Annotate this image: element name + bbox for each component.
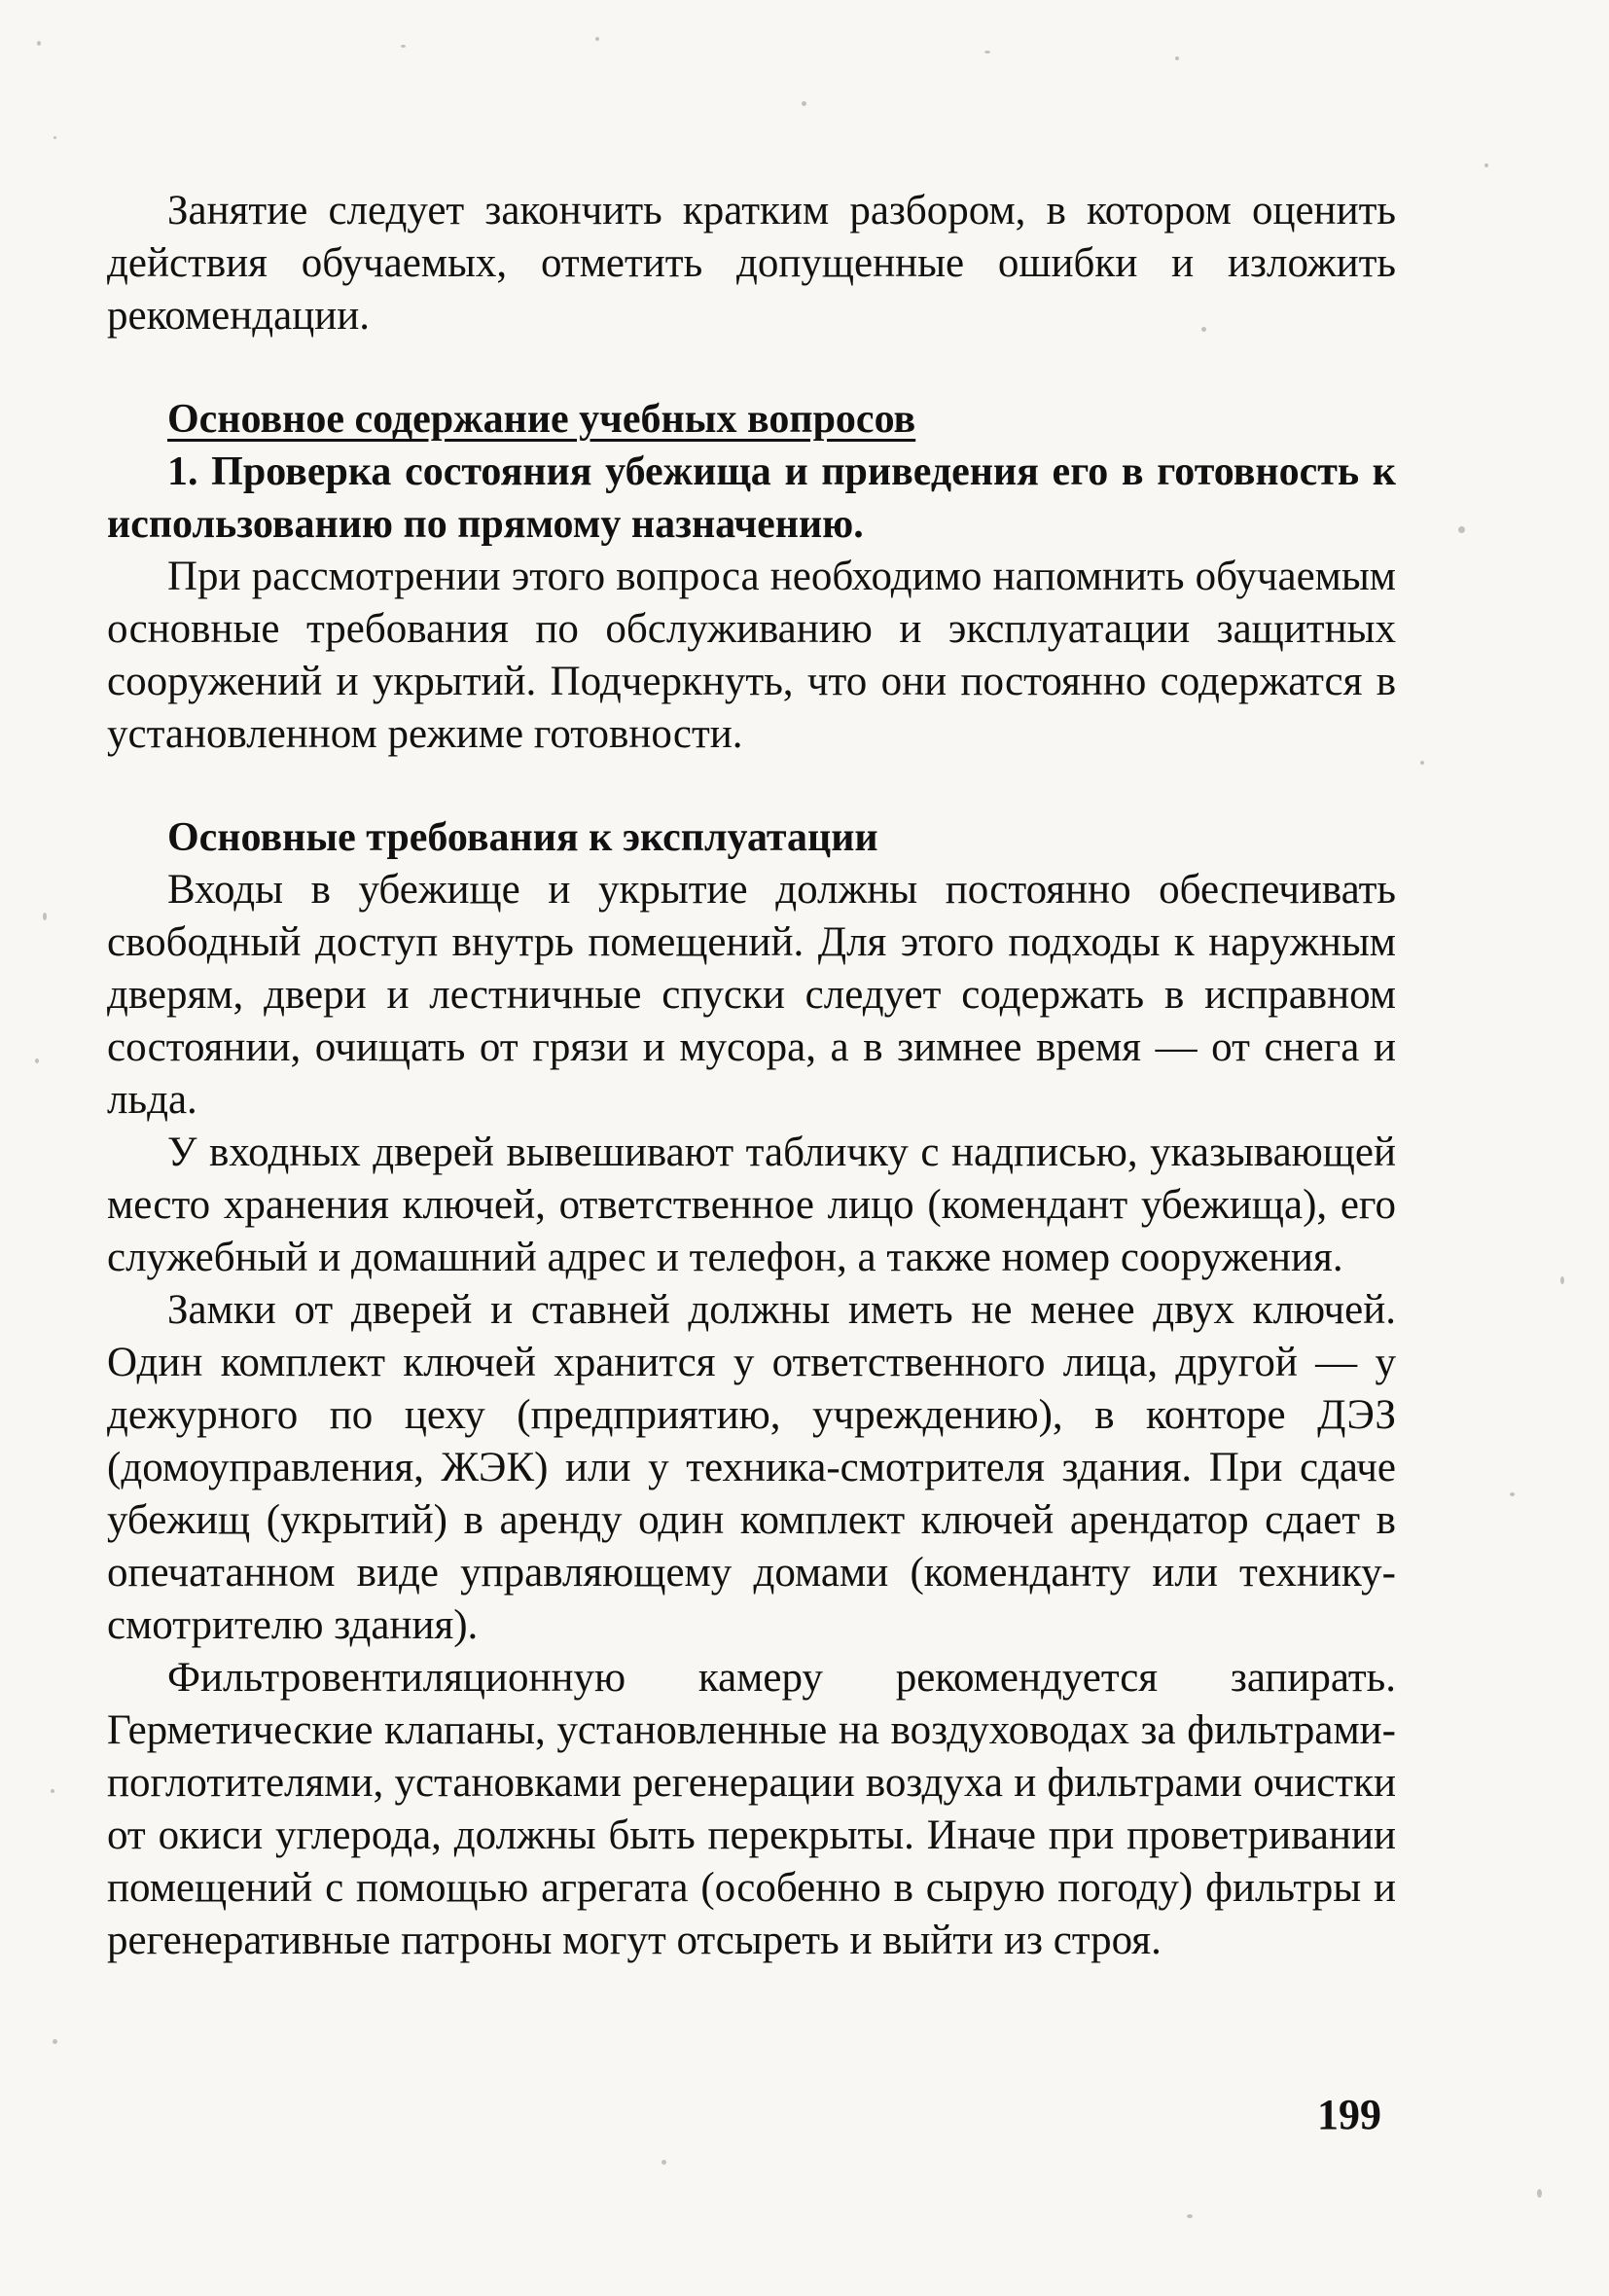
requirements-paragraph-filter-room: Фильтровентиляционную камеру рекомендуется запирать. Герметические клапаны, установленные на воздуховодах за фильтрами-поглотителями, установками регенерации воздуха и фильтрами очистки от окиси углерода, должны быть перекрыты. Иначе при проветривании помещений с помощью агрегата (особенно в сырую погоду) фильтры и регенеративные патроны могут отсыреть и выйти из строя. [107,1655,1396,1963]
scan-speck [1537,2189,1542,2198]
question-1-text: При рассмотрении этого вопроса необходимо напомнить обучаемым основные требования по обслуживанию и эксплуатации защитных сооружений и укрытий. Подчеркнуть, что они постоянно содержатся в установленном режиме готовности. [107,554,1396,757]
question-1-heading: 1. Проверка состояния убежища и приведения его в готовность к использованию по прямому назначению. [107,449,1396,547]
intro-paragraph: Занятие следует закончить кратким разбором, в котором оценить действия обучаемых, отметить допущенные ошибки и изложить рекомендации. [107,188,1396,339]
scan-speck [1484,163,1488,167]
scan-speck [661,2160,666,2165]
scan-speck [595,37,599,41]
scan-speck [1201,327,1206,332]
scan-speck [984,51,990,54]
scan-speck [802,101,806,106]
requirements-paragraph-entrances: Входы в убежище и укрытие должны постоянно обеспечивать свободный доступ внутрь помещений. Для этого подходы к наружным дверям, двери и лестничные спуски следует содержать в исправном состоянии, очищать от грязи и мусора, а в зимнее время — от снега и льда. [107,867,1396,1123]
scan-speck [51,1789,54,1793]
scan-speck [1458,526,1465,533]
scan-speck [1510,1492,1515,1496]
document-text-column [107,185,1396,1967]
scan-speck [1187,2214,1193,2218]
main-heading: Основное содержание учебных вопросов [167,397,916,442]
section-gap [107,342,1396,393]
scan-speck [401,45,406,48]
scan-speck [37,41,41,46]
requirements-paragraph-sign: У входных дверей вывешивают табличку с надписью, указывающей место хранения ключей, ответственное лицо (комендант убежища), его служебный и домашний адрес и телефон, а также номер сооружения. [107,1130,1396,1280]
scan-speck [1420,761,1424,765]
scan-speck [1560,1276,1564,1284]
scan-speck [53,2039,57,2044]
page-number: 199 [1317,2091,1381,2138]
requirements-paragraph-keys: Замки от дверей и ставней должны иметь не менее двух ключей. Один комплект ключей хранится у ответственного лица, другой — у дежурного по цеху (предприятию, учреждению), в конторе ДЭЗ (домоуправления, ЖЭК) или у техника-смотрителя здания. При сдаче убежищ (укрытий) в аренду один комплект ключей арендатор сдает в опечатанном виде управляющему домами (коменданту или технику-смотрителю здания). [107,1287,1396,1648]
requirements-heading: Основные требования к эксплуатации [167,815,878,860]
section-gap [107,761,1396,811]
scan-speck [35,1058,39,1063]
scan-speck [54,136,56,139]
scan-speck [43,913,47,920]
scan-speck [1175,56,1179,60]
